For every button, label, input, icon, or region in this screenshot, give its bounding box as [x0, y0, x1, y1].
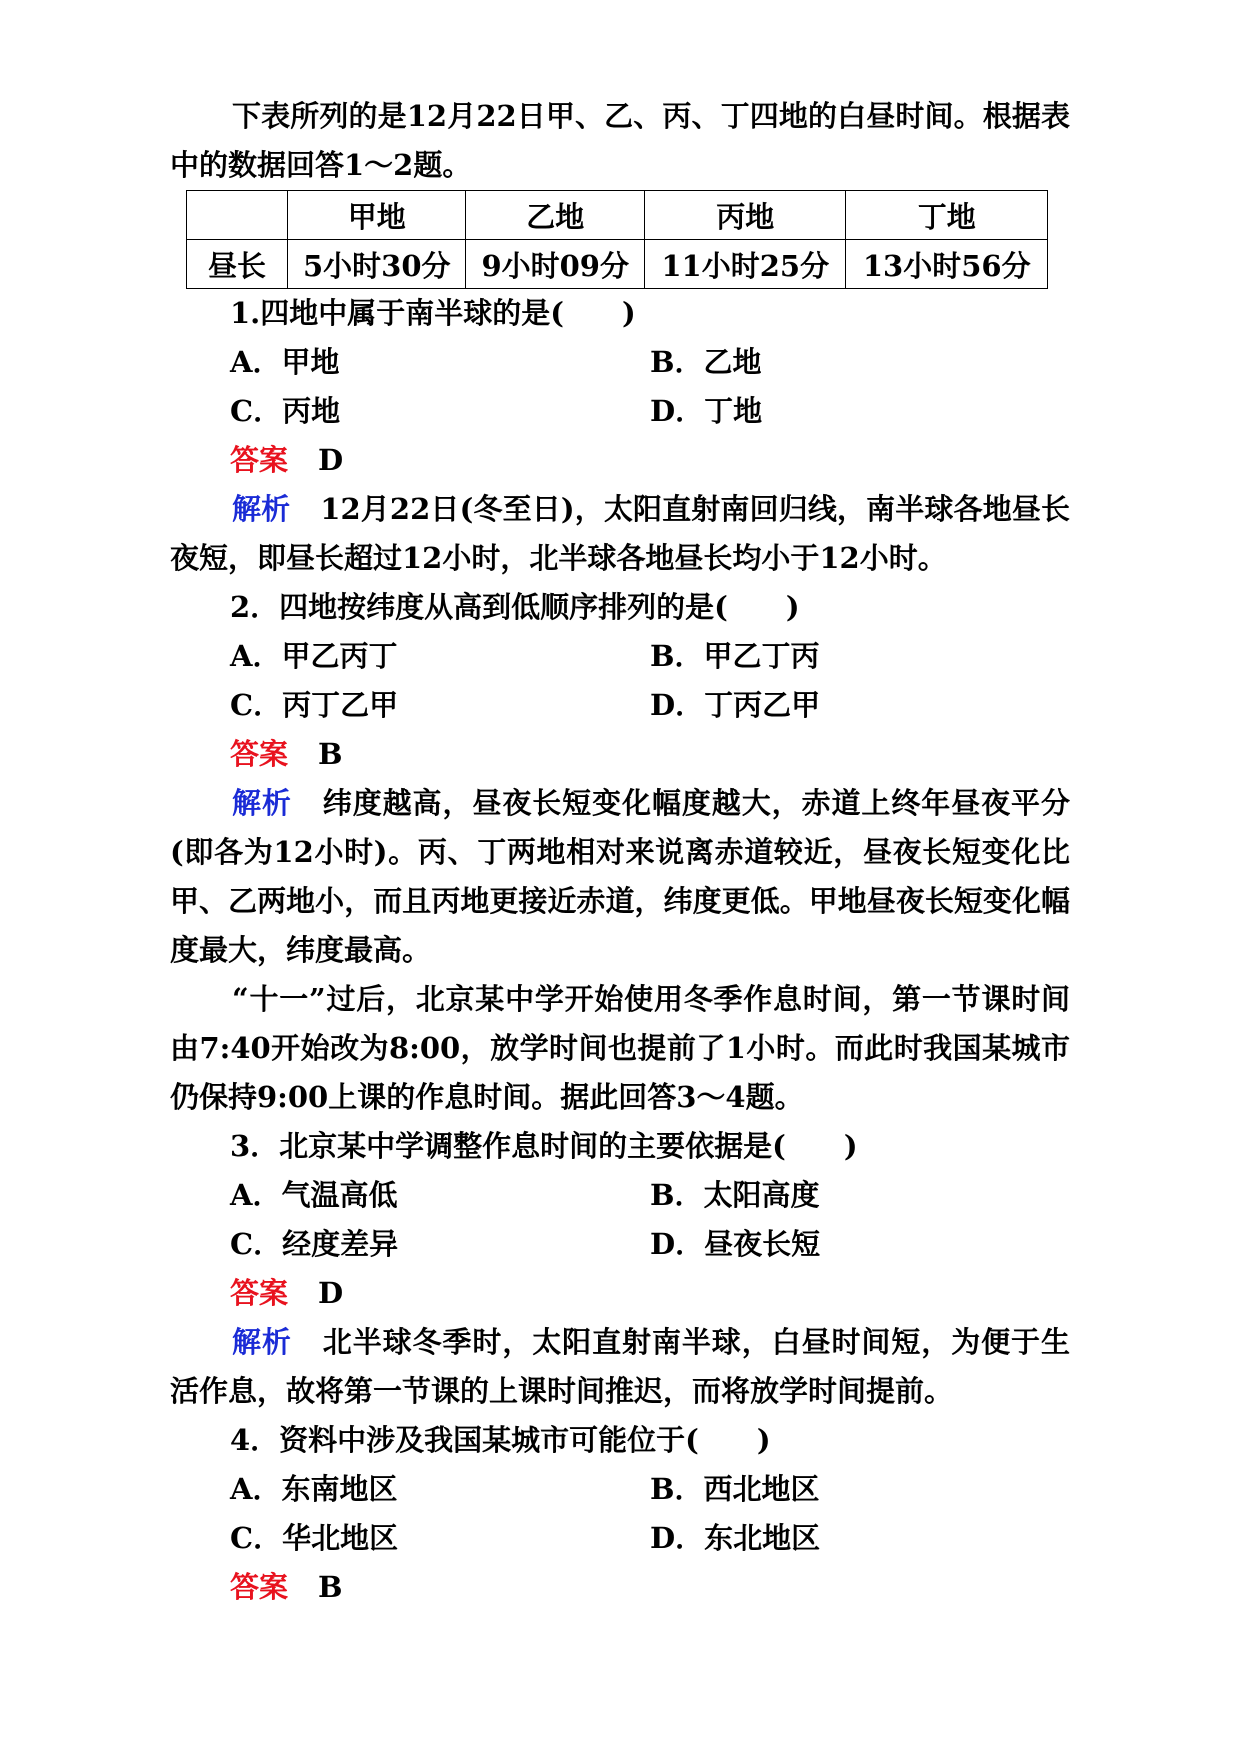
table-header-cell: 丙地 — [644, 191, 846, 240]
q1-option-b: B．乙地 — [650, 345, 762, 379]
q1-answer — [230, 436, 343, 485]
intro-paragraph-1: 下表所列的是12月22日甲、乙、丙、丁四地的白昼时间。根据表中的数据回答1～2题。 — [170, 99, 1070, 182]
q1-option-d: D．丁地 — [650, 394, 763, 428]
answer-label: 答案 — [230, 443, 289, 477]
q3-analysis — [170, 1318, 1070, 1416]
q3-option-c: C．经度差异 — [230, 1227, 399, 1261]
q3-answer — [230, 1269, 343, 1318]
table-header-cell: 乙地 — [466, 191, 644, 240]
table-cell: 11小时25分 — [644, 240, 846, 289]
q3-option-a: A．气温高低 — [230, 1178, 398, 1212]
table-cell: 5小时30分 — [288, 240, 466, 289]
analysis-text: 北半球冬季时，太阳直射南半球，白昼时间短，为便于生活作息，故将第一节课的上课时间推迟，而将放学时间提前。 — [170, 1325, 1070, 1408]
intro-paragraph-2: “十一”过后，北京某中学开始使用冬季作息时间，第一节课时间由7:40开始改为8:00，放学时间也提前了1小时。而此时我国某城市仍保持9:00上课的作息时间。据此回答3～4题。 — [170, 982, 1070, 1114]
q4-answer — [230, 1563, 343, 1612]
answer-label: 答案 — [230, 1570, 289, 1604]
analysis-text: 纬度越高，昼夜长短变化幅度越大，赤道上终年昼夜平分(即各为12小时)。丙、丁两地相对来说离赤道较近，昼夜长短变化比甲、乙两地小，而且丙地更接近赤道，纬度更低。甲地昼夜长短变化幅度最大，纬度最高。 — [170, 786, 1070, 967]
q2-option-c: C．丙丁乙甲 — [230, 688, 399, 722]
q4-option-a: A．东南地区 — [230, 1472, 398, 1506]
table-corner-cell — [187, 191, 288, 240]
answer-value: B — [318, 1570, 343, 1604]
analysis-label: 解析 — [232, 1325, 292, 1359]
q1-option-c: C．丙地 — [230, 394, 341, 428]
answer-value: D — [318, 1276, 344, 1310]
analysis-label: 解析 — [232, 492, 291, 526]
q4-option-d: D．东北地区 — [650, 1521, 821, 1555]
table-header-row — [187, 191, 1048, 240]
q2-analysis — [170, 779, 1070, 975]
q3-option-d: D．昼夜长短 — [650, 1227, 821, 1261]
table-header-cell: 丁地 — [846, 191, 1048, 240]
q1-stem: 1.四地中属于南半球的是( ) — [230, 296, 636, 330]
q2-option-a: A．甲乙丙丁 — [230, 639, 398, 673]
q2-stem: 2．四地按纬度从高到低顺序排列的是( ) — [230, 590, 800, 624]
analysis-label: 解析 — [232, 786, 292, 820]
q4-stem: 4．资料中涉及我国某城市可能位于( ) — [230, 1423, 771, 1457]
q2-option-b: B．甲乙丁丙 — [650, 639, 820, 673]
answer-label: 答案 — [230, 737, 289, 771]
analysis-text: 12月22日(冬至日)，太阳直射南回归线，南半球各地昼长夜短，即昼长超过12小时，北半球各地昼长均小于12小时。 — [170, 492, 1070, 575]
daylength-table — [186, 190, 1048, 289]
q3-option-b: B．太阳高度 — [650, 1178, 820, 1212]
answer-value: B — [318, 737, 343, 771]
q1-analysis — [170, 485, 1070, 583]
q2-option-d: D．丁丙乙甲 — [650, 688, 821, 722]
table-row-label: 昼长 — [187, 240, 288, 289]
table-header-cell: 甲地 — [288, 191, 466, 240]
q1-option-a: A．甲地 — [230, 345, 340, 379]
table-cell: 9小时09分 — [466, 240, 644, 289]
q4-option-c: C．华北地区 — [230, 1521, 399, 1555]
q4-option-b: B．西北地区 — [650, 1472, 820, 1506]
answer-value: D — [318, 443, 344, 477]
table-row — [187, 240, 1048, 289]
q3-stem: 3．北京某中学调整作息时间的主要依据是( ) — [230, 1129, 858, 1163]
answer-label: 答案 — [230, 1276, 289, 1310]
table-cell: 13小时56分 — [846, 240, 1048, 289]
q2-answer — [230, 730, 343, 779]
